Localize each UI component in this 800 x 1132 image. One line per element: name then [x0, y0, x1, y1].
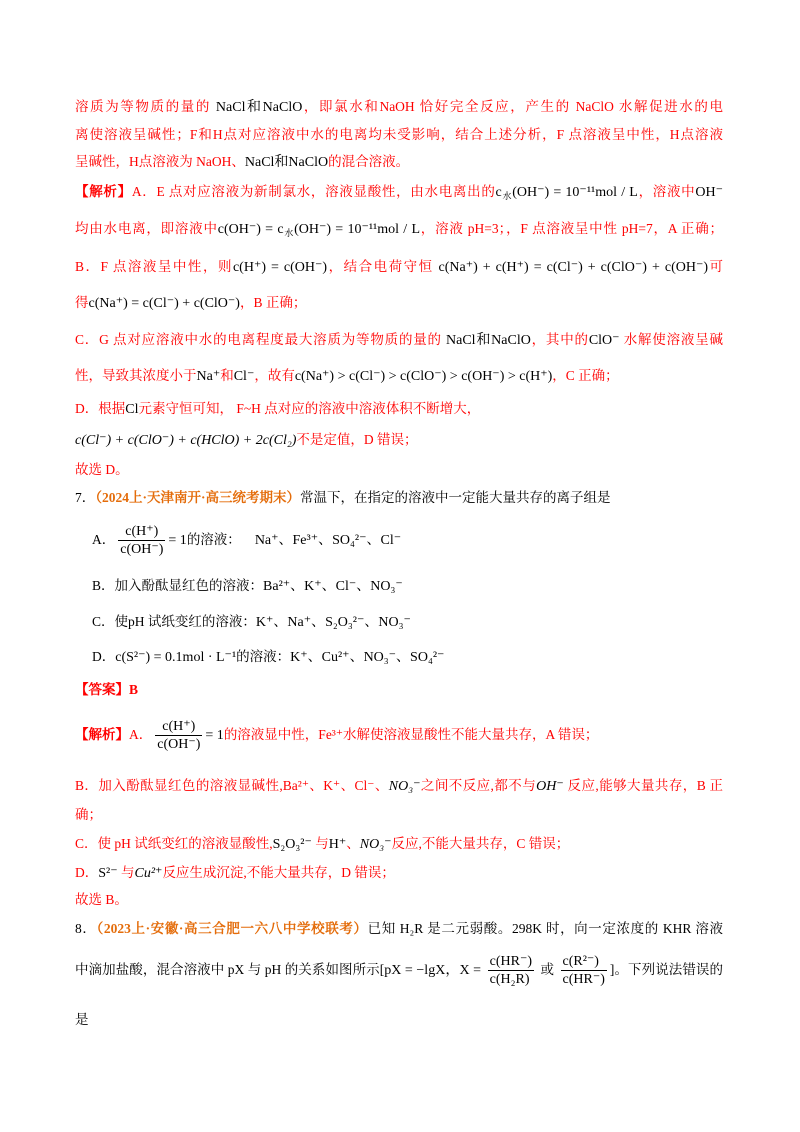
conclusion-text: 故选 B。: [75, 892, 128, 907]
fraction-denominator: c(OH⁻): [157, 737, 201, 753]
formula: NaCl和NaClO: [244, 155, 329, 170]
text-line: [75, 398, 480, 420]
option-text: C．使pH 试纸变红的溶液：: [92, 614, 256, 629]
formula: c(S²⁻) = 0.1mol · L⁻¹: [115, 650, 237, 665]
text-line: [75, 151, 409, 173]
question-stem: 中滴加盐酸，混合溶液中 pX 与 pH 的关系如图所示[: [75, 962, 385, 977]
explanation-text: 元素守恒可知， F~H 点对应的溶液中溶液体积不断增大，: [138, 401, 481, 416]
text-line: [75, 775, 723, 797]
explanation-text: ，溶液中: [637, 184, 696, 199]
question-stem: 或: [537, 962, 558, 977]
explanation-text: 性，导致其浓度小于: [75, 368, 197, 383]
formula: S²⁻: [98, 866, 118, 881]
explanation-text: 呈碱性，H点溶液为 NaOH、: [75, 154, 245, 169]
fraction-denominator: c(OH⁻): [120, 542, 164, 558]
formula: H⁺: [328, 837, 347, 852]
formula: Cu²⁺: [134, 866, 163, 881]
text-line: [75, 256, 723, 278]
explanation-text: D．: [75, 865, 99, 880]
explanation-text: 反应生成沉淀,不能大量共存，D 错误；: [162, 865, 395, 880]
explanation-text: 确；: [75, 807, 102, 822]
explanation-text: ，其中的: [530, 332, 589, 347]
question-number: 8．: [75, 921, 97, 936]
text-line: [75, 218, 723, 240]
fraction: [155, 718, 202, 753]
text-line: [75, 365, 619, 387]
analysis-label: 【解析】: [75, 184, 132, 199]
question-stem-line: [75, 1009, 89, 1031]
option-text: 的溶液：: [236, 649, 291, 664]
explanation-text: 得: [75, 295, 89, 310]
text-line: [75, 713, 598, 757]
text-line: [75, 862, 395, 884]
question-stem: 是: [75, 1012, 89, 1027]
explanation-text: ，溶液 pH=3；，F 点溶液呈中性 pH=7，A 正确；: [420, 221, 723, 236]
explanation-text: 反应,不能大量共存，C 错误；: [391, 836, 570, 851]
text-line: [75, 329, 723, 351]
explanation-text: D．根据: [75, 401, 126, 416]
explanation-text: 离使溶液呈碱性；F和H点对应溶液中水的电离均未受影响，结合上述分析，F 点溶液呈中性，H点溶液: [75, 127, 723, 142]
formula: NO₃⁻: [388, 779, 421, 794]
fraction-denominator: c(H₂R): [489, 972, 530, 988]
question-stem: ]。下列说法错误的: [609, 962, 723, 977]
formula: = 1: [205, 728, 224, 743]
analysis-label: 【解析】: [75, 727, 129, 742]
formula: c(Na⁺) + c(H⁺) = c(Cl⁻) + c(ClO⁻) + c(OH⁻): [438, 260, 709, 275]
fraction: [561, 953, 607, 988]
explanation-text: 反应,能够大量共存，B 正: [563, 778, 723, 793]
explanation-text: A．E 点对应溶液为新制氯水，溶液显酸性，由水电离出的: [131, 184, 496, 199]
text-line: [75, 96, 723, 118]
ion-list: Na⁺、Fe³⁺、SO₄²⁻、Cl⁻: [254, 533, 402, 548]
formula: c(H⁺) = c(OH⁻): [232, 260, 328, 275]
explanation-text: C．使 pH 试纸变红的溶液显酸性,: [75, 836, 273, 851]
text-line: [75, 804, 102, 826]
ion-list: K⁺、Cu²⁺、NO₃⁻、SO₄²⁻: [290, 650, 445, 665]
fraction: [488, 953, 534, 988]
explanation-text: A．: [129, 727, 153, 742]
formula: OH⁻: [536, 779, 564, 794]
text-line: [75, 429, 418, 451]
explanation-text: 可: [708, 259, 724, 274]
question-stem-line: [75, 948, 723, 992]
formula: ClO⁻: [588, 333, 620, 348]
formula: c(Na⁺) = c(Cl⁻) + c(ClO⁻): [88, 296, 240, 311]
question-source: （2023上·安徽·高三合肥一六八中学校联考）: [96, 921, 368, 936]
formula: NaCl和NaClO: [446, 333, 531, 348]
fraction-numerator: c(H⁺): [118, 523, 165, 541]
explanation-text: 之间不反应,都不与: [420, 778, 537, 793]
ion-list: Ba²⁺、K⁺、Cl⁻、NO₃⁻: [263, 579, 403, 594]
formula: Cl⁻: [233, 369, 255, 384]
option-label: A．: [92, 532, 116, 547]
explanation-text: ，故有: [254, 368, 295, 383]
text-line: [75, 833, 569, 855]
text-line: [75, 124, 723, 146]
explanation-text: B．F 点溶液呈中性，则: [75, 259, 233, 274]
explanation-text: ，C 正确；: [552, 368, 619, 383]
explanation-text: 溶质为等物质的量的: [75, 99, 216, 114]
option-b: [92, 575, 403, 597]
fraction-numerator: c(HR⁻): [489, 954, 533, 970]
explanation-text: ，结合电荷守恒: [327, 259, 439, 274]
formula: S₂O₃²⁻: [272, 837, 312, 852]
text-line: [75, 292, 306, 314]
explanation-text: 的混合溶液。: [328, 154, 410, 169]
question-stem: 常温下，在指定的溶液中一定能大量共存的离子组是: [300, 490, 611, 505]
formula: Cl: [125, 402, 139, 417]
formula-subscript: 水: [283, 228, 295, 238]
fraction: [118, 523, 165, 558]
option-c: [92, 611, 411, 633]
formula: c(Na⁺) > c(Cl⁻) > c(ClO⁻) > c(OH⁻) > c(H⁺): [294, 369, 553, 384]
formula: c(Cl⁻) + c(ClO⁻) + c(HClO) + 2c(Cl₂): [75, 433, 297, 448]
option-d: [92, 646, 444, 668]
question-stem-line: [75, 918, 723, 940]
formula: c: [495, 185, 502, 200]
explanation-text: ，即氯水和NaOH 恰好完全反应，产生的 NaClO 水解促进水的电: [302, 99, 723, 114]
explanation-text: 与: [117, 865, 135, 880]
explanation-text: 水解使溶液呈碱: [619, 332, 723, 347]
question-number: 7．: [75, 490, 96, 505]
fraction-numerator: c(H⁺): [155, 718, 202, 736]
formula: c(OH⁻) = c: [217, 222, 284, 237]
explanation-text: 均由水电离，即溶液中: [75, 221, 218, 236]
ion-list: K⁺、Na⁺、S₂O₃²⁻、NO₃⁻: [255, 615, 411, 630]
text-line: [75, 889, 128, 911]
explanation-text: ，B 正确；: [239, 295, 307, 310]
answer-line: [75, 679, 138, 701]
fraction-denominator: c(HR⁻): [562, 972, 605, 988]
answer-label: 【答案】B: [75, 682, 139, 697]
explanation-text: 和: [220, 368, 234, 383]
formula: NaCl和NaClO: [215, 100, 303, 115]
option-text: B．加入酚酞显红色的溶液：: [92, 578, 264, 593]
formula: = 1: [168, 533, 187, 548]
explanation-text: 、: [346, 836, 360, 851]
formula: (OH⁻) = 10⁻¹¹mol / L: [294, 222, 421, 237]
question-stem: 已知 H₂R 是二元弱酸。298K 时，向一定浓度的 KHR 溶液: [367, 921, 723, 936]
option-label: D．: [92, 649, 116, 664]
explanation-text: 的溶液显中性，Fe³⁺水解使溶液显酸性不能大量共存，A 错误；: [223, 727, 599, 742]
question-source: （2024上·天津南开·高三统考期末）: [95, 490, 301, 505]
option-text: 的溶液：: [186, 532, 241, 547]
text-line: [75, 181, 723, 203]
conclusion-text: 故选 D。: [75, 462, 129, 477]
explanation-text: C．G 点对应溶液中水的电离程度最大溶质为等物质的量的: [75, 332, 447, 347]
explanation-text: 不是定值，D 错误；: [296, 432, 418, 447]
formula: (OH⁻) = 10⁻¹¹mol / L: [512, 185, 638, 200]
text-line: [75, 459, 129, 481]
explanation-text: 与: [311, 836, 329, 851]
formula: NO₃⁻: [359, 837, 392, 852]
formula: pX = −lgX，X =: [384, 963, 485, 978]
question-stem-line: [75, 487, 611, 509]
formula-subscript: 水: [501, 191, 513, 201]
fraction-numerator: c(R²⁻): [561, 953, 607, 971]
formula: OH⁻: [695, 185, 724, 200]
option-a: [92, 518, 401, 562]
explanation-text: B．加入酚酞显红色的溶液显碱性,Ba²⁺、K⁺、Cl⁻、: [75, 778, 389, 793]
formula: Na⁺: [196, 369, 221, 384]
